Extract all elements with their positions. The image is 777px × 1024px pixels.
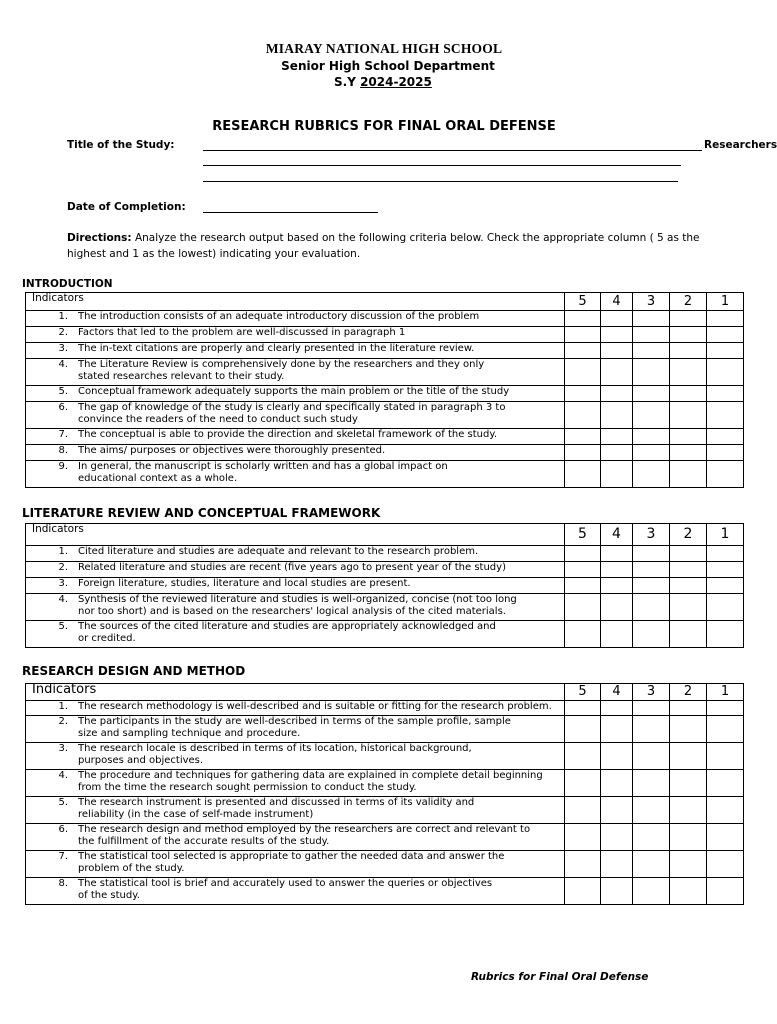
section-title-introduction: INTRODUCTION [22, 278, 113, 290]
rating-cell-1[interactable] [707, 797, 744, 824]
rating-cell-3[interactable] [633, 386, 670, 402]
scale-2-header: 2 [670, 524, 707, 546]
indicator [26, 402, 565, 429]
directions [67, 230, 707, 262]
table-row [26, 429, 744, 445]
rating-cell-5[interactable] [565, 621, 601, 648]
rating-cell-1[interactable] [707, 327, 744, 343]
rating-cell-1[interactable] [707, 878, 744, 905]
rating-cell-2[interactable] [670, 429, 707, 445]
rating-cell-5[interactable] [565, 562, 601, 578]
rating-cell-4[interactable] [601, 386, 633, 402]
rating-cell-2[interactable] [670, 578, 707, 594]
directions-text: Analyze the research output based on the following criteria below. Check the appropriate column ( 5 as the highest and 1 as the lowest) indicating your evaluation. [67, 232, 700, 260]
date-of-completion-label: Date of Completion: [67, 201, 186, 213]
indicator [26, 716, 565, 743]
rating-cell-4[interactable] [601, 359, 633, 386]
indicator [26, 701, 565, 716]
rubric-title: RESEARCH RUBRICS FOR FINAL ORAL DEFENSE [212, 119, 556, 134]
scale-3-header: 3 [633, 293, 670, 311]
item-number: 4. [58, 594, 68, 605]
item-text: The statistical tool selected is appropriate to gather the needed data and answer the problem of the study. [78, 851, 505, 874]
table-row [26, 770, 744, 797]
rating-cell-5[interactable] [565, 402, 601, 429]
rating-cell-3[interactable] [633, 578, 670, 594]
table-row [26, 851, 744, 878]
table-row [26, 461, 744, 488]
scale-1-header: 1 [707, 684, 744, 701]
rating-cell-5[interactable] [565, 327, 601, 343]
item-text: Related literature and studies are recent (five years ago to present year of the study) [78, 562, 506, 573]
rating-cell-3[interactable] [633, 445, 670, 461]
rating-cell-2[interactable] [670, 359, 707, 386]
item-text: The procedure and techniques for gathering data are explained in complete detail beginning from the time the research sought permission to conduct the study. [78, 770, 543, 793]
scale-5-header: 5 [565, 524, 601, 546]
rating-cell-3[interactable] [633, 797, 670, 824]
indicator [26, 578, 565, 594]
rating-cell-5[interactable] [565, 359, 601, 386]
rating-cell-5[interactable] [565, 743, 601, 770]
page-footer: Rubrics for Final Oral Defense [471, 971, 649, 983]
rating-cell-2[interactable] [670, 878, 707, 905]
item-number: 1. [58, 546, 68, 557]
rating-cell-4[interactable] [601, 701, 633, 716]
item-number: 3. [58, 578, 68, 589]
rating-cell-1[interactable] [707, 429, 744, 445]
rating-cell-4[interactable] [601, 461, 633, 488]
title-of-study-line-2[interactable] [203, 165, 681, 166]
date-of-completion-line[interactable] [203, 212, 378, 213]
table-row [26, 386, 744, 402]
rating-cell-1[interactable] [707, 445, 744, 461]
rating-cell-5[interactable] [565, 851, 601, 878]
item-number: 2. [58, 716, 68, 727]
rating-cell-5[interactable] [565, 386, 601, 402]
rating-cell-4[interactable] [601, 343, 633, 359]
rating-cell-4[interactable] [601, 743, 633, 770]
item-number: 9. [58, 461, 68, 472]
rating-cell-1[interactable] [707, 851, 744, 878]
table-row [26, 797, 744, 824]
item-number: 7. [58, 851, 68, 862]
rating-cell-1[interactable] [707, 824, 744, 851]
table-row [26, 359, 744, 386]
rating-cell-2[interactable] [670, 562, 707, 578]
rating-cell-4[interactable] [601, 770, 633, 797]
table-header-row [26, 524, 744, 546]
item-number: 5. [58, 797, 68, 808]
scale-2-header: 2 [670, 293, 707, 311]
school-year-label: S.Y [334, 75, 361, 89]
indicator [26, 461, 565, 488]
rating-cell-2[interactable] [670, 824, 707, 851]
rating-cell-3[interactable] [633, 594, 670, 621]
scale-4-header: 4 [601, 293, 633, 311]
rating-cell-5[interactable] [565, 343, 601, 359]
scale-1-header: 1 [707, 293, 744, 311]
indicator [26, 621, 565, 648]
item-text: Factors that led to the problem are well-discussed in paragraph 1 [78, 327, 406, 338]
item-text: The research methodology is well-described and is suitable or fitting for the research problem. [78, 701, 552, 712]
rating-cell-5[interactable] [565, 770, 601, 797]
rating-cell-5[interactable] [565, 578, 601, 594]
item-text: The conceptual is able to provide the direction and skeletal framework of the study. [78, 429, 498, 440]
item-number: 2. [58, 562, 68, 573]
table-row [26, 562, 744, 578]
rating-cell-5[interactable] [565, 546, 601, 562]
rating-cell-2[interactable] [670, 743, 707, 770]
table-row [26, 327, 744, 343]
item-number: 3. [58, 343, 68, 354]
item-number: 6. [58, 824, 68, 835]
title-of-study-label: Title of the Study: [67, 139, 175, 151]
indicator [26, 743, 565, 770]
item-text: The in-text citations are properly and clearly presented in the literature review. [78, 343, 475, 354]
rating-cell-4[interactable] [601, 429, 633, 445]
rating-cell-3[interactable] [633, 311, 670, 327]
item-number: 8. [58, 878, 68, 889]
rating-cell-3[interactable] [633, 770, 670, 797]
rating-cell-1[interactable] [707, 386, 744, 402]
indicator [26, 878, 565, 905]
item-number: 5. [58, 386, 68, 397]
rating-cell-2[interactable] [670, 402, 707, 429]
rating-cell-2[interactable] [670, 594, 707, 621]
table-header-row [26, 293, 744, 311]
rating-cell-1[interactable] [707, 770, 744, 797]
item-number: 4. [58, 770, 68, 781]
rating-cell-5[interactable] [565, 594, 601, 621]
rating-cell-3[interactable] [633, 716, 670, 743]
indicator [26, 429, 565, 445]
rating-cell-3[interactable] [633, 327, 670, 343]
title-of-study-line-3[interactable] [203, 181, 678, 182]
indicator [26, 327, 565, 343]
rating-cell-1[interactable] [707, 594, 744, 621]
scale-3-header: 3 [633, 524, 670, 546]
scale-4-header: 4 [601, 684, 633, 701]
scale-1-header: 1 [707, 524, 744, 546]
rating-cell-4[interactable] [601, 562, 633, 578]
rating-cell-1[interactable] [707, 578, 744, 594]
rating-cell-2[interactable] [670, 716, 707, 743]
rating-cell-4[interactable] [601, 716, 633, 743]
indicators-header: Indicators [26, 293, 565, 311]
rating-cell-4[interactable] [601, 578, 633, 594]
item-text: The aims/ purposes or objectives were thoroughly presented. [78, 445, 386, 456]
rating-cell-3[interactable] [633, 546, 670, 562]
table-header-row [26, 684, 744, 701]
item-number: 1. [58, 701, 68, 712]
rating-cell-5[interactable] [565, 701, 601, 716]
table-row [26, 701, 744, 716]
rubric-table-introduction [25, 292, 744, 488]
department-name: Senior High School Department [281, 59, 495, 73]
item-number: 2. [58, 327, 68, 338]
rating-cell-4[interactable] [601, 797, 633, 824]
item-number: 6. [58, 402, 68, 413]
rating-cell-3[interactable] [633, 621, 670, 648]
rating-cell-4[interactable] [601, 445, 633, 461]
table-row [26, 578, 744, 594]
rating-cell-1[interactable] [707, 562, 744, 578]
directions-label: Directions: [67, 232, 132, 244]
rating-cell-1[interactable] [707, 461, 744, 488]
rating-cell-3[interactable] [633, 402, 670, 429]
item-number: 3. [58, 743, 68, 754]
rating-cell-2[interactable] [670, 386, 707, 402]
table-row [26, 594, 744, 621]
indicators-header: Indicators [26, 684, 565, 701]
rating-cell-4[interactable] [601, 594, 633, 621]
indicators-header: Indicators [26, 524, 565, 546]
rating-cell-5[interactable] [565, 461, 601, 488]
rating-cell-5[interactable] [565, 445, 601, 461]
indicator [26, 546, 565, 562]
rating-cell-3[interactable] [633, 824, 670, 851]
indicator [26, 562, 565, 578]
rating-cell-4[interactable] [601, 824, 633, 851]
item-text: The gap of knowledge of the study is clearly and specifically stated in paragraph 3 to convince the readers of the need to conduct such study [78, 402, 506, 425]
rating-cell-4[interactable] [601, 621, 633, 648]
indicator [26, 797, 565, 824]
rating-cell-5[interactable] [565, 311, 601, 327]
rating-cell-2[interactable] [670, 546, 707, 562]
table-row [26, 743, 744, 770]
rating-cell-1[interactable] [707, 701, 744, 716]
rating-cell-5[interactable] [565, 878, 601, 905]
scale-2-header: 2 [670, 684, 707, 701]
item-number: 5. [58, 621, 68, 632]
item-text: The Literature Review is comprehensively done by the researchers and they only stated researches relevant to their study. [78, 359, 485, 382]
rating-cell-3[interactable] [633, 562, 670, 578]
rating-cell-4[interactable] [601, 878, 633, 905]
item-number: 4. [58, 359, 68, 370]
rating-cell-4[interactable] [601, 327, 633, 343]
table-row [26, 621, 744, 648]
table-row [26, 402, 744, 429]
rating-cell-1[interactable] [707, 716, 744, 743]
item-text: Synthesis of the reviewed literature and studies is well-organized, concise (not too long nor too short) and is based on the researchers' logical analysis of the cited materials. [78, 594, 517, 617]
rating-cell-3[interactable] [633, 701, 670, 716]
rubric-table-design [25, 683, 744, 905]
rating-cell-1[interactable] [707, 546, 744, 562]
item-text: The sources of the cited literature and studies are appropriately acknowledged and or credited. [78, 621, 496, 644]
indicator [26, 311, 565, 327]
rating-cell-2[interactable] [670, 327, 707, 343]
rating-cell-4[interactable] [601, 546, 633, 562]
table-row [26, 824, 744, 851]
item-number: 1. [58, 311, 68, 322]
table-row [26, 878, 744, 905]
item-text: Cited literature and studies are adequate and relevant to the research problem. [78, 546, 479, 557]
item-number: 8. [58, 445, 68, 456]
item-text: The participants in the study are well-described in terms of the sample profile, sample size and sampling technique and procedure. [78, 716, 511, 739]
indicator [26, 824, 565, 851]
rating-cell-2[interactable] [670, 445, 707, 461]
table-row [26, 546, 744, 562]
rating-cell-2[interactable] [670, 770, 707, 797]
scale-4-header: 4 [601, 524, 633, 546]
scale-3-header: 3 [633, 684, 670, 701]
rating-cell-2[interactable] [670, 701, 707, 716]
indicator [26, 445, 565, 461]
rating-cell-3[interactable] [633, 743, 670, 770]
indicator [26, 851, 565, 878]
rating-cell-2[interactable] [670, 851, 707, 878]
rating-cell-3[interactable] [633, 429, 670, 445]
rating-cell-2[interactable] [670, 311, 707, 327]
rating-cell-2[interactable] [670, 797, 707, 824]
item-number: 7. [58, 429, 68, 440]
item-text: Foreign literature, studies, literature and local studies are present. [78, 578, 411, 589]
rating-cell-1[interactable] [707, 621, 744, 648]
rating-cell-1[interactable] [707, 343, 744, 359]
item-text: Conceptual framework adequately supports the main problem or the title of the study [78, 386, 510, 397]
indicator [26, 386, 565, 402]
rating-cell-5[interactable] [565, 716, 601, 743]
rating-cell-1[interactable] [707, 311, 744, 327]
indicator [26, 343, 565, 359]
rating-cell-3[interactable] [633, 359, 670, 386]
scale-5-header: 5 [565, 684, 601, 701]
item-text: The statistical tool is brief and accurately used to answer the queries or objectives of the study. [78, 878, 493, 901]
table-row [26, 311, 744, 327]
item-text: The research locale is described in terms of its location, historical background, purposes and objectives. [78, 743, 472, 766]
rating-cell-4[interactable] [601, 851, 633, 878]
rating-cell-3[interactable] [633, 461, 670, 488]
item-text: The research instrument is presented and discussed in terms of its validity and reliability (in the case of self-made instrument) [78, 797, 475, 820]
item-text: The introduction consists of an adequate introductory discussion of the problem [78, 311, 480, 322]
rating-cell-4[interactable] [601, 311, 633, 327]
table-row [26, 445, 744, 461]
rating-cell-5[interactable] [565, 429, 601, 445]
table-row [26, 343, 744, 359]
scale-5-header: 5 [565, 293, 601, 311]
school-year [334, 75, 432, 89]
rating-cell-5[interactable] [565, 824, 601, 851]
rating-cell-2[interactable] [670, 621, 707, 648]
rating-cell-3[interactable] [633, 343, 670, 359]
school-year-value: 2024-2025 [360, 75, 432, 89]
rating-cell-5[interactable] [565, 797, 601, 824]
item-text: The research design and method employed by the researchers are correct and relevant to the fulfillment of the accurate results of the study. [78, 824, 531, 847]
table-row [26, 716, 744, 743]
rubric-table-literature [25, 523, 744, 648]
item-text: In general, the manuscript is scholarly written and has a global impact on educational context as a whole. [78, 461, 448, 484]
rating-cell-2[interactable] [670, 461, 707, 488]
rating-cell-1[interactable] [707, 359, 744, 386]
rating-cell-3[interactable] [633, 851, 670, 878]
section-title-design: RESEARCH DESIGN AND METHOD [22, 664, 246, 678]
indicator [26, 594, 565, 621]
indicator [26, 359, 565, 386]
title-of-study-line-1[interactable] [203, 150, 702, 151]
rating-cell-3[interactable] [633, 878, 670, 905]
indicator [26, 770, 565, 797]
school-name: MIARAY NATIONAL HIGH SCHOOL [265, 41, 503, 56]
rating-cell-2[interactable] [670, 343, 707, 359]
researchers-label: Researchers [704, 139, 777, 151]
rating-cell-4[interactable] [601, 402, 633, 429]
section-title-literature: LITERATURE REVIEW AND CONCEPTUAL FRAMEWORK [22, 506, 381, 520]
rating-cell-1[interactable] [707, 743, 744, 770]
rating-cell-1[interactable] [707, 402, 744, 429]
